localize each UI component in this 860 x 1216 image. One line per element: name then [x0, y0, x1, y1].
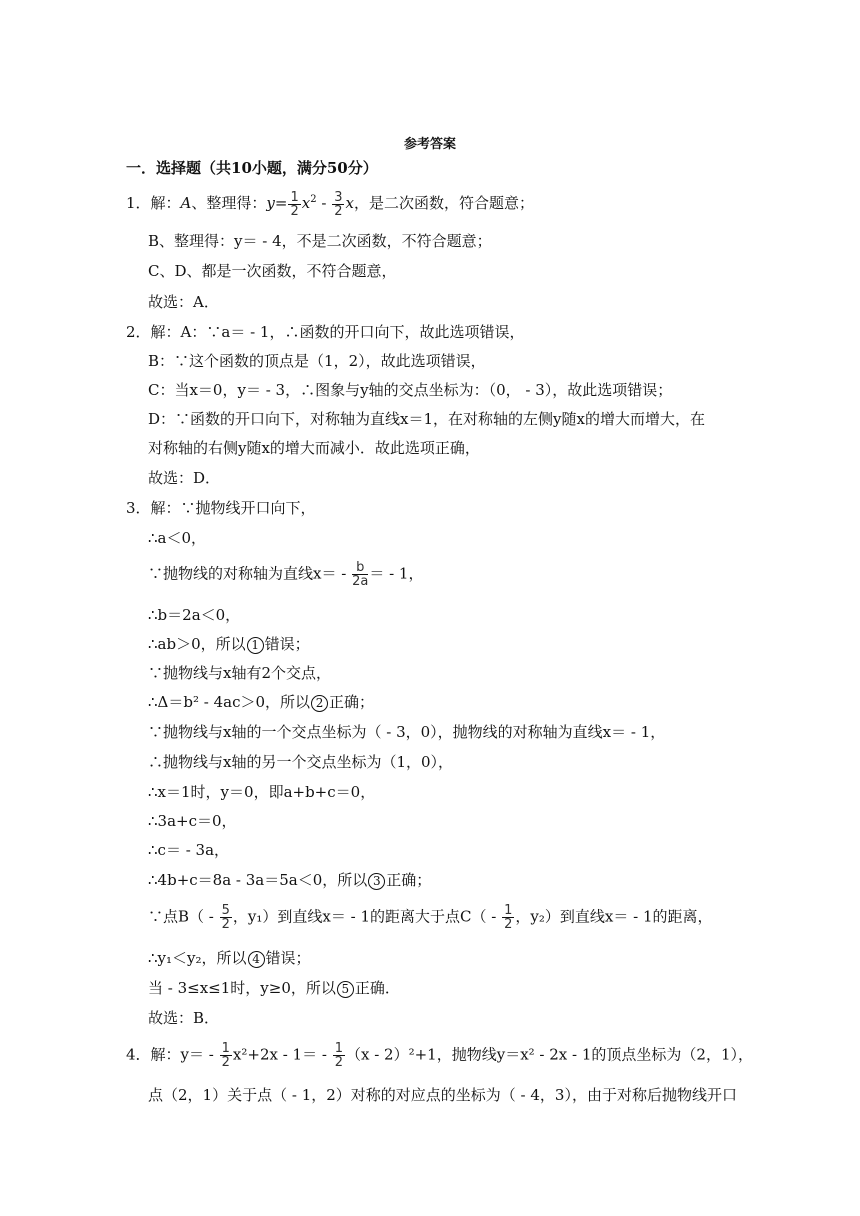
q3-l15-text: ∴y₁＜y₂，所以 — [148, 949, 247, 967]
q1-fraction-1-den: 2 — [290, 203, 299, 219]
q3-l14-text: ∵点B（ - — [148, 907, 219, 926]
q1-var-y: y — [266, 194, 275, 212]
q3-line-15 — [148, 946, 311, 970]
q3-line-11: ∴3a+c＝0， — [148, 812, 237, 830]
q1-fraction-2-num: 3 — [334, 189, 343, 205]
q2-line-3: C：当x＝0，y＝ - 3，∴图象与y轴的交点坐标为：（0， - 3），故此选项错误； — [148, 381, 673, 399]
circled-number-5: 5 — [337, 981, 354, 998]
q3-axis-text: ∵抛物线的对称轴为直线x＝ - — [148, 564, 352, 583]
q4-text: 4．解：y＝ - — [126, 1045, 219, 1064]
q4-fraction-1 — [220, 1042, 232, 1069]
q3-fraction-c-num: 1 — [504, 903, 513, 918]
q3-l7-text: ∴Δ＝b² - 4ac＞0，所以 — [148, 693, 311, 711]
q3-l15-result: 错误； — [265, 949, 311, 967]
q3-line-6: ∵抛物线与x轴有2个交点， — [148, 664, 332, 682]
page-title: 参考答案 — [403, 137, 456, 152]
q3-line-16 — [148, 976, 400, 1000]
q1-text: 、整理得： — [191, 194, 267, 212]
q3-l16-result: 正确． — [354, 979, 400, 997]
q3-line-10: ∴x＝1时，y＝0，即a+b+c＝0， — [148, 783, 376, 801]
q2-line-2: B：∵这个函数的顶点是（1，2），故此选项错误， — [148, 352, 486, 370]
q3-line-13 — [148, 868, 431, 892]
q2-line-1: 2．解：A：∵a＝ - 1，∴函数的开口向下，故此选项错误， — [126, 323, 525, 341]
q3-fraction-axis — [352, 561, 368, 588]
q3-fraction-den: 2a — [352, 574, 369, 589]
q4-fraction-1-den: 2 — [221, 1055, 230, 1070]
q1-line-2: B、整理得：y＝ - 4，不是二次函数，不符合题意； — [148, 232, 492, 250]
q3-line-8: ∵抛物线与x轴的一个交点坐标为（ - 3，0），抛物线的对称轴为直线x＝ - 1， — [148, 723, 666, 741]
q3-line-9: ∴抛物线与x轴的另一个交点坐标为（1，0）， — [148, 753, 454, 771]
q1-fraction-2 — [332, 191, 344, 218]
q1-fraction-1-num: 1 — [290, 189, 299, 205]
q2-line-5: 对称轴的右侧y随x的增大而减小．故此选项正确， — [148, 439, 480, 457]
q3-l5-text: ∴ab＞0，所以 — [148, 635, 246, 653]
q1-minus: - — [316, 194, 332, 212]
q3-fraction-b-den: 2 — [221, 917, 230, 932]
q1-prefix: 1．解： — [126, 194, 181, 212]
circled-number-4: 4 — [248, 951, 265, 968]
q3-line-4: ∴b＝2a＜0， — [148, 606, 241, 624]
q3-fraction-b-num: 5 — [221, 903, 230, 918]
q2-line-6: 故选：D． — [148, 469, 221, 487]
q2-line-4: D：∵函数的开口向下，对称轴为直线x＝1，在对称轴的左侧y随x的增大而增大，在 — [148, 410, 705, 428]
q3-l14-post: ，y₂）到直线x＝ - 1的距离， — [515, 907, 713, 926]
q1-exponent: 2 — [310, 194, 317, 205]
q1-line-4: 故选：A． — [148, 293, 219, 311]
circled-number-3: 3 — [368, 873, 385, 890]
q4-fraction-2-den: 2 — [334, 1055, 343, 1070]
q1-line-3: C、D、都是一次函数，不符合题意， — [148, 262, 397, 280]
q1-fraction-2-den: 2 — [334, 203, 343, 219]
q3-line-5 — [148, 632, 310, 656]
q1-conclusion: ，是二次函数，符合题意； — [353, 194, 534, 212]
q3-line-3 — [148, 560, 424, 589]
q4-fraction-2-num: 1 — [334, 1041, 343, 1056]
q3-line-2: ∴a＜0， — [148, 529, 207, 547]
q1-var-x-2: x — [345, 194, 354, 212]
q4-fraction-1-num: 1 — [221, 1041, 230, 1056]
q3-line-1: 3．解：∵抛物线开口向下， — [126, 499, 316, 517]
q1-option-a: A — [180, 194, 192, 212]
q4-line-2: 点（2，1）关于点（ - 1，2）对称的对应点的坐标为（ - 4，3），由于对称后抛物线开口 — [148, 1086, 737, 1104]
q4-post: （x - 2）²+1，抛物线y＝x² - 2x - 1的顶点坐标为（2，1）， — [345, 1045, 754, 1064]
q3-line-7 — [148, 690, 374, 714]
circled-number-2: 2 — [311, 695, 328, 712]
q3-line-14 — [148, 903, 713, 932]
q1-var-x: x — [301, 194, 311, 212]
q3-fraction-b — [220, 904, 232, 931]
q3-l13-text: ∴4b+c＝8a - 3a＝5a＜0，所以 — [148, 871, 368, 889]
q3-l13-result: 正确； — [386, 871, 432, 889]
q4-fraction-2 — [333, 1042, 345, 1069]
circled-number-1: 1 — [247, 637, 264, 654]
q1-eq: = — [274, 194, 288, 212]
q3-fraction-num: b — [352, 561, 368, 575]
q4-mid: x²+2x - 1＝ - — [232, 1045, 332, 1064]
q3-l16-text: 当 - 3≤x≤1时，y≥0，所以 — [148, 979, 336, 997]
q1-line-1 — [126, 188, 534, 219]
q1-fraction-1 — [288, 191, 300, 218]
q3-l5-result: 错误； — [264, 635, 310, 653]
q3-fraction-c — [502, 904, 514, 931]
q3-l7-result: 正确； — [329, 693, 375, 711]
q3-fraction-c-den: 2 — [504, 917, 513, 932]
q3-axis-value: ＝ - 1， — [369, 564, 424, 583]
q3-l14-mid: ，y₁）到直线x＝ - 1的距离大于点C（ - — [232, 907, 502, 926]
q3-line-17: 故选：B． — [148, 1009, 220, 1027]
section-heading: 一．选择题（共10小题，满分50分） — [126, 159, 378, 177]
q4-line-1 — [126, 1041, 754, 1070]
q3-line-12: ∴c＝ - 3a， — [148, 841, 230, 859]
